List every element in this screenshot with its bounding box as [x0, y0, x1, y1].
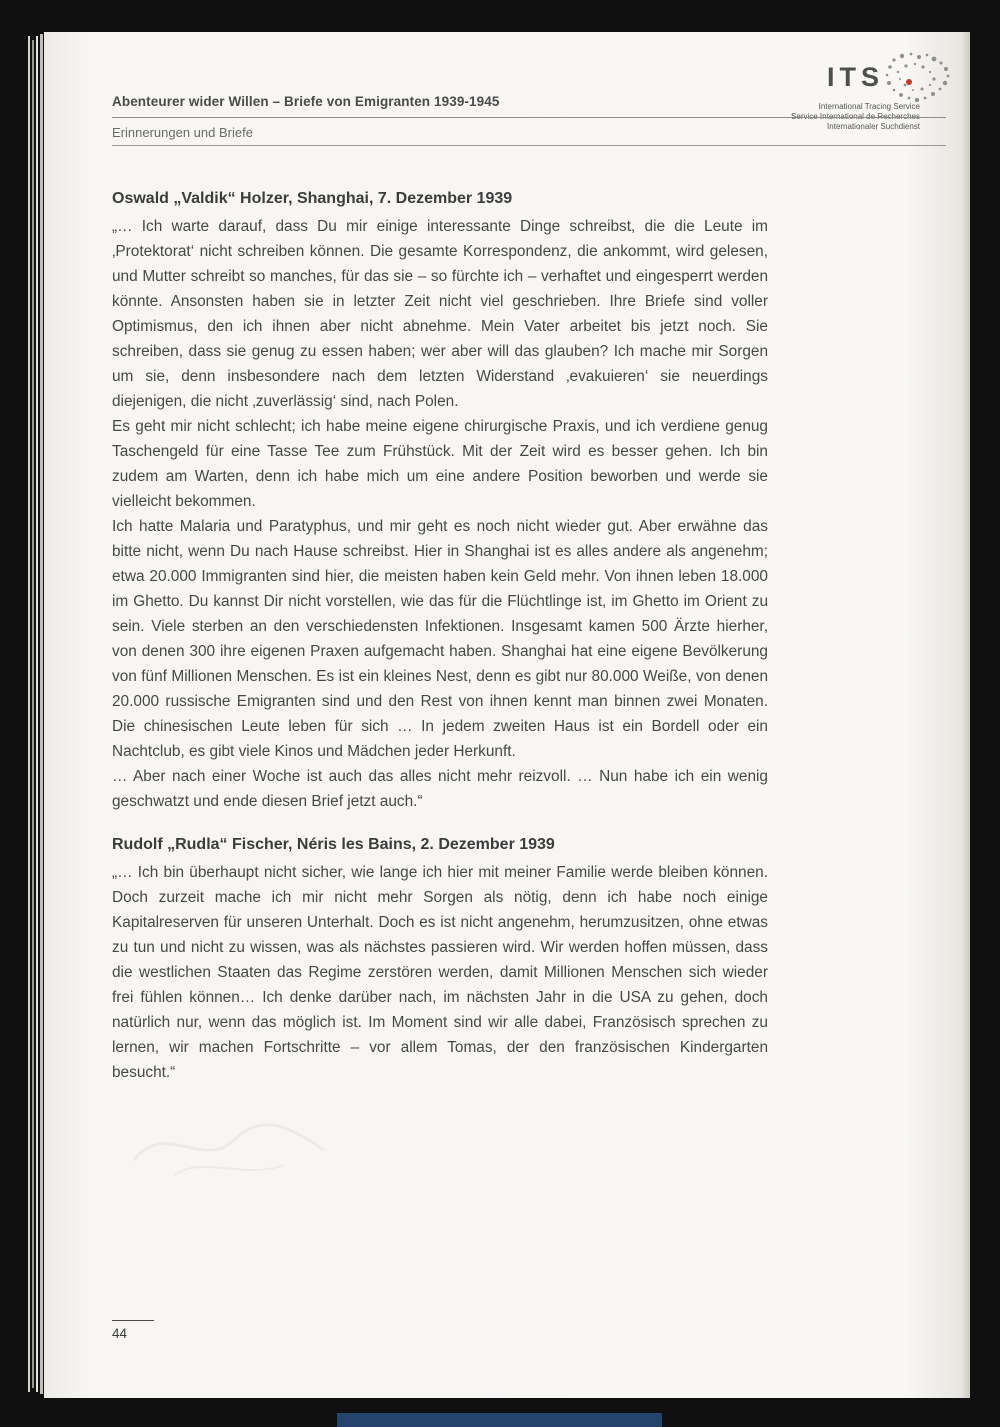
letter-paragraph: „… Ich warte darauf, dass Du mir einige interessante Dinge schreibst, die die Leute im ‚Protektorat‘ nicht schreiben können. Die gesamte Korrespondenz, die ankommt, wird gelesen, und Mutter schreibt so manches, für das sie – so fürchte ich – verhaftet und eingesperrt werden könnte. Ansonsten haben sie in letzter Zeit nicht viel geschrieben. Ihre Briefe sind voller Optimismus, den ich ihnen aber nicht abnehme. Mein Vater arbeitet bis jetzt noch. Sie schreiben, dass sie genug zu essen haben; wer aber will das glauben? Ich mache mir Sorgen um sie, denn insbesondere nach dem letzten Widerstand ‚evakuieren‘ sie neuerdings diejenigen, die nicht ‚zuverlässig‘ sind, nach Polen.: [112, 218, 768, 410]
running-header-title: Abenteurer wider Willen – Briefe von Emigranten 1939-1945: [112, 94, 500, 109]
letter-paragraph: Ich hatte Malaria und Paratyphus, und mir geht es noch nicht wieder gut. Aber erwähne das bitte nicht, wenn Du nach Hause schreibst. Hier in Shanghai ist es alles andere als angenehm; etwa 20.000 Immigranten sind hier, die meisten haben kein Geld mehr. Von ihnen leben 18.000 im Ghetto. Du kannst Dir nicht vorstellen, wie das für die Flüchtlinge ist, im Ghetto im Orient zu sein. Viele sterben an den verschiedensten Infektionen. Insgesamt kamen 500 Ärzte hierher, von denen 300 ihre eigenen Praxen aufgemacht haben. Shanghai hat eine eigene Bevölkerung von fünf Millionen Menschen. Es ist ein kleines Nest, denn es gibt nur 80.000 Weiße, von denen 20.000 russische Emigranten sind und den Rest von ihnen kennt man binnen zwei Monaten. Die chinesischen Leute leben für sich … In jedem zweiten Haus ist ein Bordell oder ein Nachtclub, es gibt viele Kinos und Mädchen jeder Herkunft.: [112, 518, 768, 760]
letter-paragraph: … Aber nach einer Woche ist auch das alles nicht mehr reizvoll. … Nun habe ich ein wenig geschwatzt und ende diesen Brief jetzt auch.“: [112, 768, 768, 810]
page-number-rule: [112, 1320, 154, 1321]
header-rule-top: [112, 117, 946, 118]
letter-heading: Rudolf „Rudla“ Fischer, Néris les Bains, 2. Dezember 1939: [112, 836, 555, 853]
letter-fischer: [112, 836, 768, 1085]
page-stack-edge: [36, 36, 38, 1392]
letter-paragraph: „… Ich bin überhaupt nicht sicher, wie lange ich hier mit meiner Familie werde bleiben können. Doch zurzeit mache ich mir nicht mehr Sorgen als nötig, denn ich habe noch einige Kapitalreserven für unseren Unterhalt. Doch es ist nicht angenehm, herumzusitzen, ohne etwas zu tun und nicht zu wissen, was als nächstes passieren wird. Wir werden hoffen müssen, dass die westlichen Staaten das Regime zerstören werden, damit Millionen Menschen sich wieder frei fühlen können… Ich denke darüber nach, im nächsten Jahr in die USA zu gehen, doch natürlich nur, wenn das möglich ist. Im Moment sind wir alle dabei, Französisch sprechen zu lernen, wir machen Fortschritte – vor allem Tomas, der den französischen Kindergarten besucht.“: [112, 864, 768, 1081]
page-number: 44: [112, 1326, 128, 1341]
its-logo-text: ITS: [826, 62, 884, 92]
page-content: [112, 190, 768, 1107]
header-rule-bottom: [112, 145, 946, 146]
page-stack-edge: [28, 36, 30, 1392]
ink-bleedthrough: [114, 1100, 374, 1190]
running-header-section: Erinnerungen und Briefe: [112, 125, 253, 140]
its-accent-dot: [906, 79, 912, 85]
its-logo: [738, 50, 948, 150]
letter-holzer: [112, 190, 768, 814]
its-subtitle-line: International Tracing Service: [818, 102, 920, 111]
page-stack-edge: [40, 34, 43, 1394]
letter-heading: Oswald „Valdik“ Holzer, Shanghai, 7. Dezember 1939: [112, 190, 513, 207]
scanner-color-bar: [337, 1413, 662, 1427]
book-page: [44, 32, 970, 1398]
letter-paragraph: Es geht mir nicht schlecht; ich habe meine eigene chirurgische Praxis, und ich verdiene genug Taschengeld für eine Tasse Tee zum Frühstück. Mit der Zeit wird es besser gehen. Ich bin zudem am Warten, denn ich habe mich um eine andere Position beworben und werde sie vielleicht bekommen.: [112, 418, 768, 510]
page-stack-edge: [32, 40, 34, 1388]
its-subtitle-line: Internationaler Suchdienst: [827, 122, 920, 131]
